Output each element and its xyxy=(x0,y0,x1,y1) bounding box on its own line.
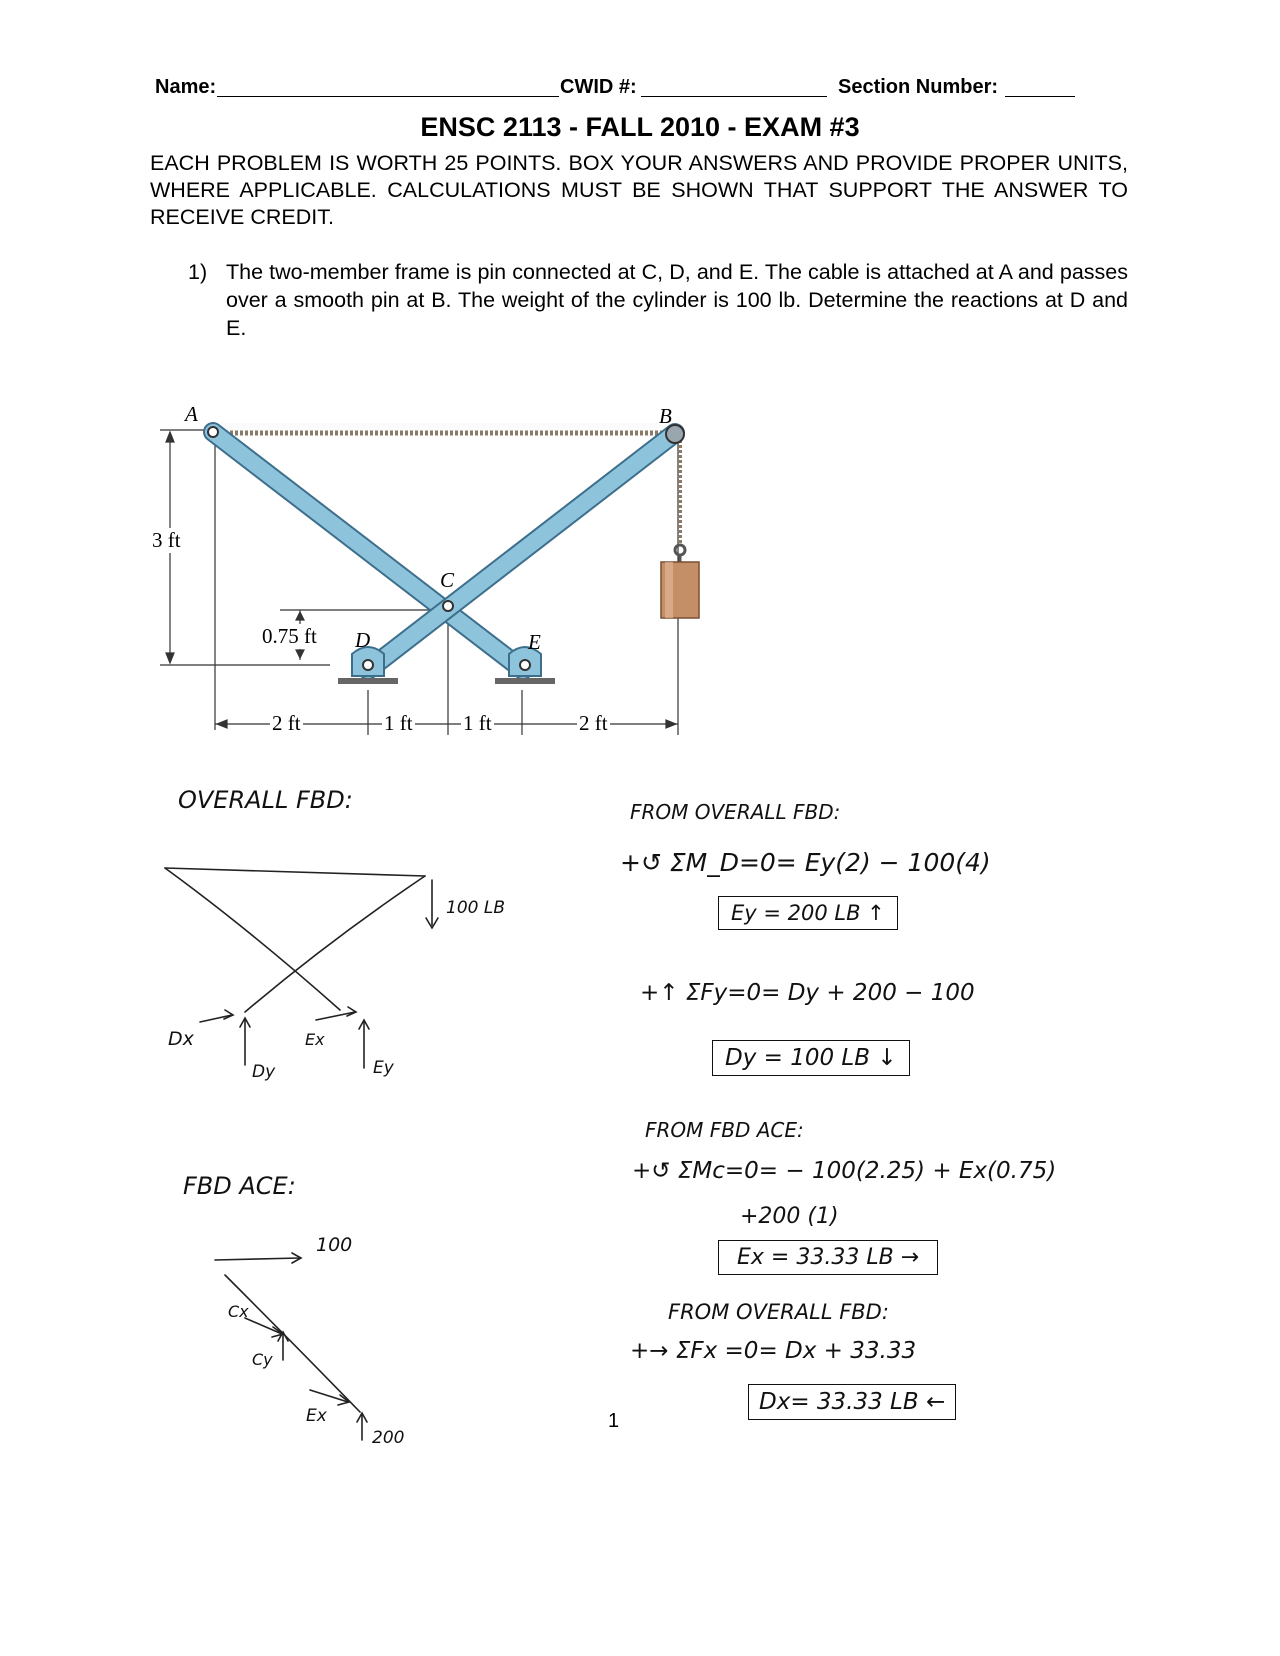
answer-ey: Ey = 200 LB ↑ xyxy=(718,896,898,930)
fbd-ace-sketch xyxy=(215,1253,367,1440)
from-overall-heading-2: FROM OVERALL FBD: xyxy=(668,1300,889,1324)
dy-label: Dy xyxy=(252,1062,276,1082)
overall-fbd-title: OVERALL FBD: xyxy=(178,786,353,814)
dx-label: Dx xyxy=(168,1028,194,1050)
ex-label: Ex xyxy=(305,1030,325,1049)
problem-number: 1) xyxy=(188,260,208,284)
answer-dx: Dx= 33.33 LB ← xyxy=(748,1384,956,1420)
label-offset: 0.75 ft xyxy=(262,624,317,648)
ey-label: Ey xyxy=(373,1058,394,1078)
eq-fx: +→ ΣFx =0= Dx + 33.33 xyxy=(630,1338,917,1364)
cy-label: Cy xyxy=(252,1350,273,1369)
ace-ex-label: Ex xyxy=(306,1406,327,1426)
label-dim-3: 1 ft xyxy=(463,711,492,735)
exam-title: ENSC 2113 - FALL 2010 - EXAM #3 xyxy=(420,112,860,142)
cx-label: Cx xyxy=(228,1302,249,1321)
section-label: Section Number: xyxy=(838,76,999,98)
eq-moment-d: +↺ ΣM_D=0= Ey(2) − 100(4) xyxy=(620,848,991,877)
label-a: A xyxy=(185,402,198,426)
instructions: EACH PROBLEM IS WORTH 25 POINTS. BOX YOUR ANSWERS AND PROVIDE PROPER UNITS, WHERE APPLICABLE. CALCULATIONS MUST BE SHOWN THAT SUPPORT THE ANSWER TO RECEIVE CREDIT. xyxy=(150,151,1128,229)
answer-ex: Ex = 33.33 LB → xyxy=(718,1240,938,1275)
page-number: 1 xyxy=(608,1410,620,1432)
from-ace-heading: FROM FBD ACE: xyxy=(645,1118,804,1142)
label-c: C xyxy=(440,568,455,592)
name-label: Name: xyxy=(155,76,217,98)
label-d: D xyxy=(355,628,371,652)
overall-fbd-sketch xyxy=(165,868,438,1068)
label-height: 3 ft xyxy=(152,528,181,552)
fbd-ace-title: FBD ACE: xyxy=(183,1172,296,1200)
cwid-label: CWID #: xyxy=(560,76,637,98)
label-b: B xyxy=(659,404,672,428)
label-dim-2: 1 ft xyxy=(384,711,413,735)
eq-fy: +↑ ΣFy=0= Dy + 200 − 100 xyxy=(640,980,975,1006)
from-overall-heading: FROM OVERALL FBD: xyxy=(630,800,841,824)
label-dim-4: 2 ft xyxy=(579,711,608,735)
label-e: E xyxy=(528,630,541,654)
eq-moment-c: +↺ ΣMc=0= − 100(2.25) + Ex(0.75) xyxy=(632,1158,1057,1184)
problem-text: The two-member frame is pin connected at C, D, and E. The cable is attached at A and passes over a smooth pin at B. The weight of the cylinder is 100 lb. Determine the reactions at D and E. xyxy=(226,260,1128,340)
ace-top-load: 100 xyxy=(316,1234,353,1256)
load-label: 100 LB xyxy=(446,898,505,918)
ace-bottom-load: 200 xyxy=(372,1428,405,1448)
label-dim-1: 2 ft xyxy=(272,711,301,735)
answer-dy: Dy = 100 LB ↓ xyxy=(712,1040,910,1076)
eq-moment-c-cont: +200 (1) xyxy=(740,1204,839,1229)
